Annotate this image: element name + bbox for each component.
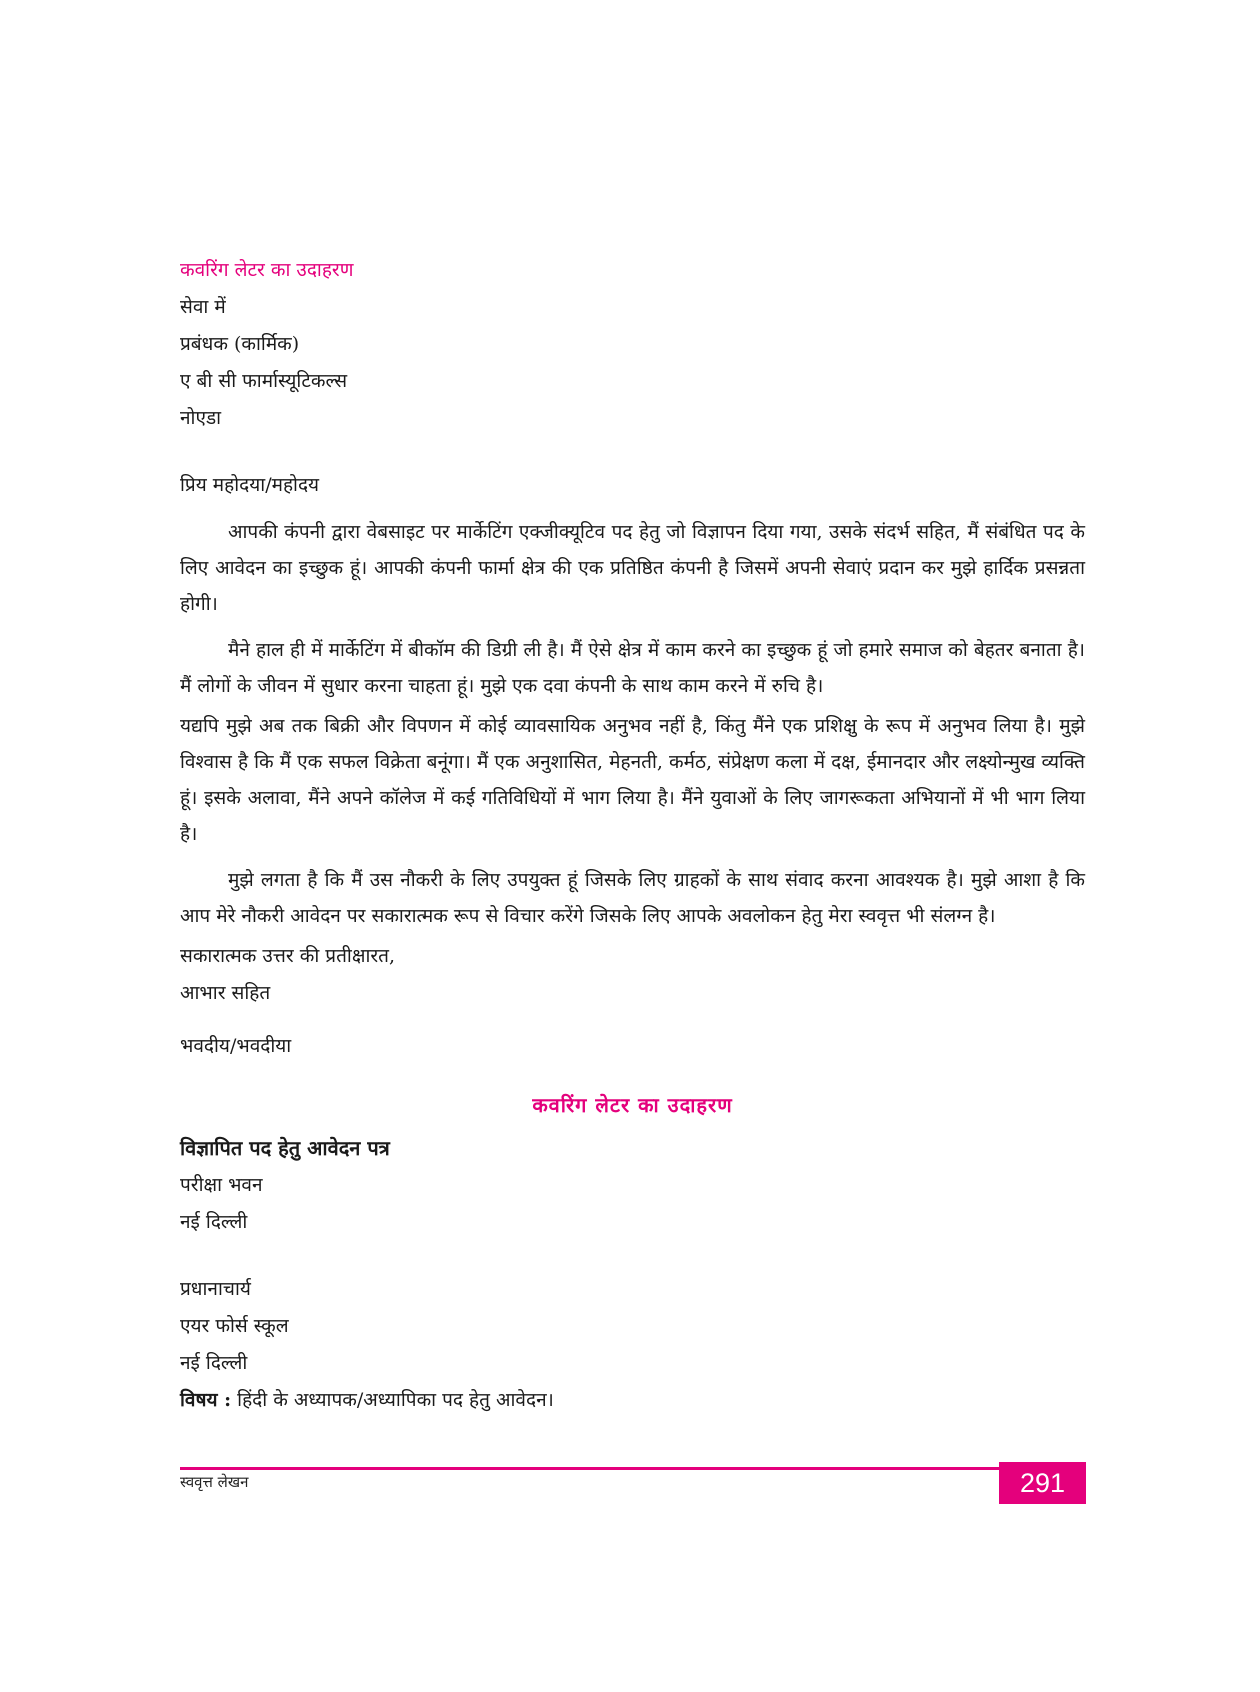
to-address-line-3: नई दिल्ली xyxy=(180,1352,248,1374)
section2-heading: कवरिंग लेटर का उदाहरण xyxy=(532,1093,733,1117)
salutation: प्रिय महोदया/महोदय xyxy=(180,474,320,496)
address-line-4: नोएडा xyxy=(180,407,222,429)
closing-line-1: सकारात्मक उत्तर की प्रतीक्षारत, xyxy=(180,945,396,967)
to-address-line-2: एयर फोर्स स्कूल xyxy=(180,1315,289,1337)
letter-paragraph-1: आपकी कंपनी द्वारा वेबसाइट पर मार्केटिंग एक्जीक्यूटिव पद हेतु जो विज्ञापन दिया गया, उसके संदर्भ सहित, मैं संबंधित पद के लिए आवेदन का इच्छुक हूं। आपकी कंपनी फार्मा क्षेत्र की एक प्रतिष्ठित कंपनी है जिसमें अपनी सेवाएं प्रदान कर मुझे हार्दिक प्रसन्नता होगी। xyxy=(180,521,1085,615)
footer-divider xyxy=(180,1467,1002,1470)
subject-label: विषय : xyxy=(180,1389,232,1411)
letter-paragraph-2: मैने हाल ही में मार्केटिंग में बीकॉम की डिग्री ली है। मैं ऐसे क्षेत्र में काम करने का इच्छुक हूं जो हमारे समाज को बेहतर बनाता है। मैं लोगों के जीवन में सुधार करना चाहता हूं। मुझे एक दवा कंपनी के साथ काम करने में रुचि है। xyxy=(180,639,1085,697)
letter-paragraph-4: मुझे लगता है कि मैं उस नौकरी के लिए उपयुक्त हूं जिसके लिए ग्राहकों के साथ संवाद करना आवश्यक है। मुझे आशा है कि आप मेरे नौकरी आवेदन पर सकारात्मक रूप से विचार करेंगे जिसके लिए आपके अवलोकन हेतु मेरा स्ववृत्त भी संलग्न है। xyxy=(180,869,1085,927)
signature: भवदीय/भवदीया xyxy=(180,1035,292,1057)
address-line-2: प्रबंधक (कार्मिक) xyxy=(180,333,300,355)
from-address-line-1: परीक्षा भवन xyxy=(180,1174,263,1196)
subject-line xyxy=(180,1382,1085,1419)
section1-heading: कवरिंग लेटर का उदाहरण xyxy=(180,259,354,281)
footer-chapter-label: स्ववृत्त लेखन xyxy=(180,1473,249,1491)
address-line-3: ए बी सी फार्मास्यूटिकल्स xyxy=(180,370,348,392)
document-body xyxy=(180,252,1085,1419)
subject-text: हिंदी के अध्यापक/अध्यापिका पद हेतु आवेदन। xyxy=(237,1389,554,1411)
page-number-badge: 291 xyxy=(999,1462,1086,1504)
address-line-1: सेवा में xyxy=(180,296,226,318)
from-address-line-2: नई दिल्ली xyxy=(180,1211,248,1233)
letter-paragraph-3: यद्यपि मुझे अब तक बिक्री और विपणन में कोई व्यावसायिक अनुभव नहीं है, किंतु मैंने एक प्रशिक्षु के रूप में अनुभव लिया है। मुझे विश्वास है कि मैं एक सफल विक्रेता बनूंगा। मैं एक अनुशासित, मेहनती, कर्मठ, संप्रेक्षण कला में दक्ष, ईमानदार और लक्ष्योन्मुख व्यक्ति हूं। इसके अलावा, मैंने अपने कॉलेज में कई गतिविधियों में भाग लिया है। मैंने युवाओं के लिए जागरूकता अभियानों में भी भाग लिया है। xyxy=(180,715,1085,845)
closing-line-2: आभार सहित xyxy=(180,982,271,1004)
application-title: विज्ञापित पद हेतु आवेदन पत्र xyxy=(180,1136,390,1160)
to-address-line-1: प्रधानाचार्य xyxy=(180,1278,251,1300)
